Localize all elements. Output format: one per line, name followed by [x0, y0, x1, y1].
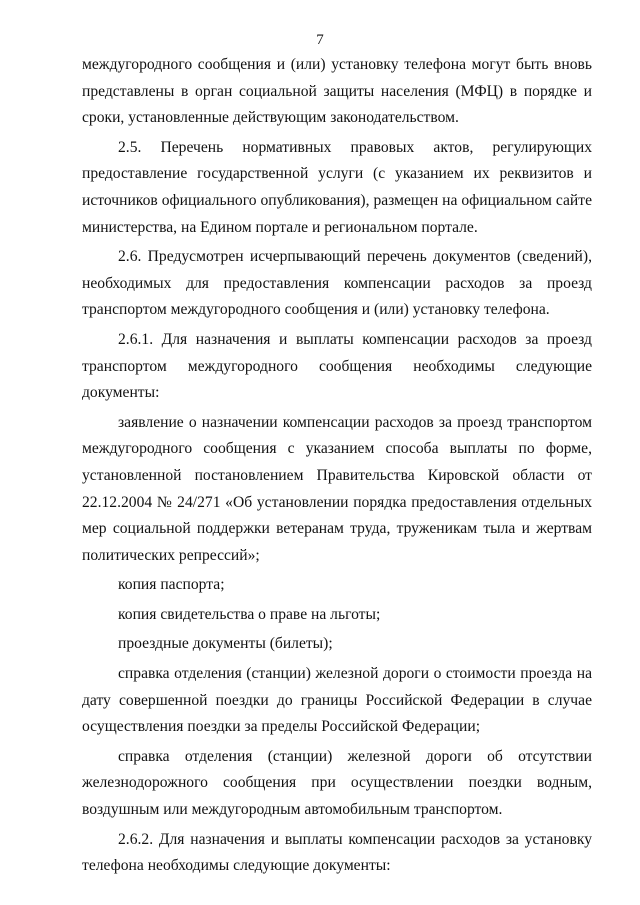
list-item-railway-absence: справка отделения (станции) железной дороги об отсутствии железнодорожного сообщения при осуществлении поездки водным, воздушным или междугородным автомобильным транспортом.	[82, 747, 592, 819]
paragraph-2-5: 2.5. Перечень нормативных правовых актов, регулирующих предоставление государственной услуги (с указанием их реквизитов и источников официального опубликования), размещен на официальном сайте министерства, на Едином портале и региональном портале.	[82, 138, 592, 236]
list-item-certificate: копия свидетельства о праве на льготы;	[118, 605, 381, 623]
paragraph-2-6: 2.6. Предусмотрен исчерпывающий перечень документов (сведений), необходимых для предоставления компенсации расходов за проезд транспортом междугородного сообщения и (или) установку телефона.	[82, 248, 592, 319]
document-body	[82, 52, 592, 880]
list-item-application: заявление о назначении компенсации расходов за проезд транспортом междугородного сообщения с указанием способа выплаты по форме, установленной постановлением Правительства Кировской области от 22.12.2004 № 24/271 «Об установлении порядка предоставления отдельных мер социальной поддержки ветеранам труда, труженикам тыла и жертвам политических репрессий»;	[82, 413, 592, 564]
page-number: 7	[316, 32, 324, 48]
paragraph-2-6-1: 2.6.1. Для назначения и выплаты компенсации расходов за проезд транспортом междугородного сообщения необходимы следующие документы:	[82, 330, 592, 402]
paragraph-continuation: междугородного сообщения и (или) установку телефона могут быть вновь представлены в орган социальной защиты населения (МФЦ) в порядке и сроки, установленные действующим законодательством.	[82, 56, 592, 127]
list-item-tickets: проездные документы (билеты);	[118, 635, 333, 653]
paragraph-2-6-2: 2.6.2. Для назначения и выплаты компенсации расходов за установку телефона необходимы следующие документы:	[82, 830, 592, 875]
list-item-railway-cost: справка отделения (станции) железной дороги о стоимости проезда на дату совершенной поездки до границы Российской Федерации в случае осуществления поездки за пределы Российской Федерации;	[82, 665, 592, 736]
list-item-passport: копия паспорта;	[118, 576, 225, 594]
